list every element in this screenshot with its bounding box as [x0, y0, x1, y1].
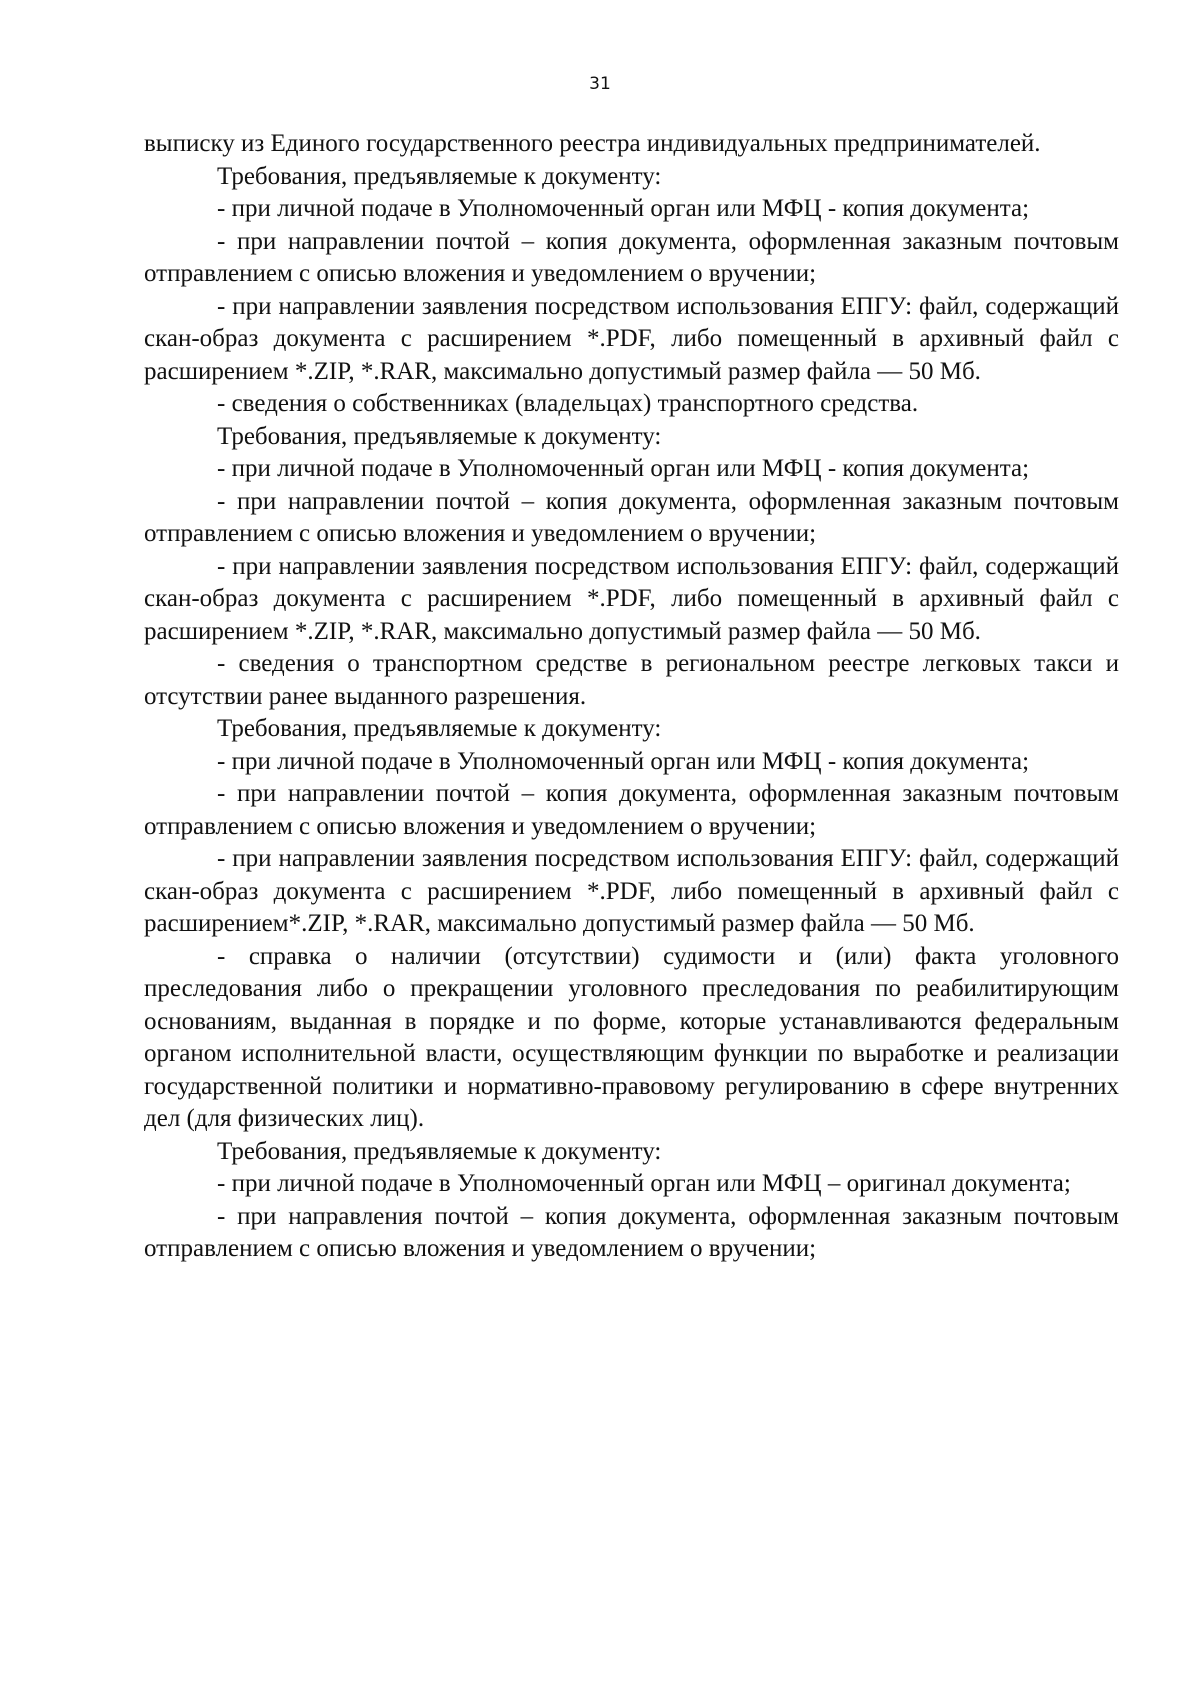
paragraph-requirement-mail: - при направлении почтой – копия документа, оформленная заказным почтовым отправлением с описью вложения и уведомлением о вручении; [144, 780, 1119, 840]
paragraph-requirement-epgu: - при направлении заявления посредством использования ЕПГУ: файл, содержащий скан-образ документа с расширением *.PDF, либо помещенный в архивный файл с расширением*.ZIP, *.RAR, максимально допустимый размер файла — 50 Мб. [144, 845, 1119, 937]
paragraph-document-item: - сведения о транспортном средстве в региональном реестре легковых такси и отсутствии ранее выданного разрешения. [144, 650, 1119, 710]
paragraph-requirement-in-person: - при личной подаче в Уполномоченный орган или МФЦ - копия документа; [217, 747, 1030, 775]
paragraph-document-item: - сведения о собственниках (владельцах) транспортного средства. [217, 390, 919, 417]
paragraph-requirements-heading: Требования, предъявляемые к документу: [217, 1137, 662, 1165]
paragraph-requirement-epgu: - при направлении заявления посредством использования ЕПГУ: файл, содержащий скан-образ документа с расширением *.PDF, либо помещенный в архивный файл с расширением *.ZIP, *.RAR, максимально допустимый размер файла — 50 Мб. [144, 292, 1119, 385]
paragraph-requirement-in-person: - при личной подаче в Уполномоченный орган или МФЦ – оригинал документа; [217, 1170, 1071, 1197]
document-body [144, 128, 1119, 1266]
paragraph-document-item: - справка о наличии (отсутствии) судимости и (или) факта уголовного преследования либо о прекращении уголовного преследования по реабилитирующим основаниям, выданная в порядке и по форме, которые устанавливаются федеральным органом исполнительной власти, осуществляющим функции по выработке и реализации государственной политики и нормативно-правовому регулированию в сфере внутренних дел (для физических лиц). [144, 942, 1119, 1132]
paragraph-requirement-epgu: - при направлении заявления посредством использования ЕПГУ: файл, содержащий скан-образ документа с расширением *.PDF, либо помещенный в архивный файл с расширением *.ZIP, *.RAR, максимально допустимый размер файла — 50 Мб. [144, 552, 1119, 645]
paragraph-continuation: выписку из Единого государственного реестра индивидуальных предпринимателей. [144, 130, 1041, 157]
paragraph-requirements-heading: Требования, предъявляемые к документу: [217, 422, 662, 450]
paragraph-requirement-in-person: - при личной подаче в Уполномоченный орган или МФЦ - копия документа; [217, 195, 1030, 222]
paragraph-requirement-mail: - при направлении почтой – копия документа, оформленная заказным почтовым отправлением с описью вложения и уведомлением о вручении; [144, 487, 1119, 547]
page-number: 31 [589, 74, 611, 94]
paragraph-requirements-heading: Требования, предъявляемые к документу: [217, 715, 662, 742]
paragraph-requirement-mail: - при направлении почтой – копия документа, оформленная заказным почтовым отправлением с описью вложения и уведомлением о вручении; [144, 227, 1119, 287]
paragraph-requirements-heading: Требования, предъявляемые к документу: [217, 162, 662, 190]
paragraph-requirement-in-person: - при личной подаче в Уполномоченный орган или МФЦ - копия документа; [217, 455, 1030, 482]
paragraph-requirement-mail: - при направления почтой – копия документа, оформленная заказным почтовым отправлением с описью вложения и уведомлением о вручении; [144, 1202, 1119, 1262]
